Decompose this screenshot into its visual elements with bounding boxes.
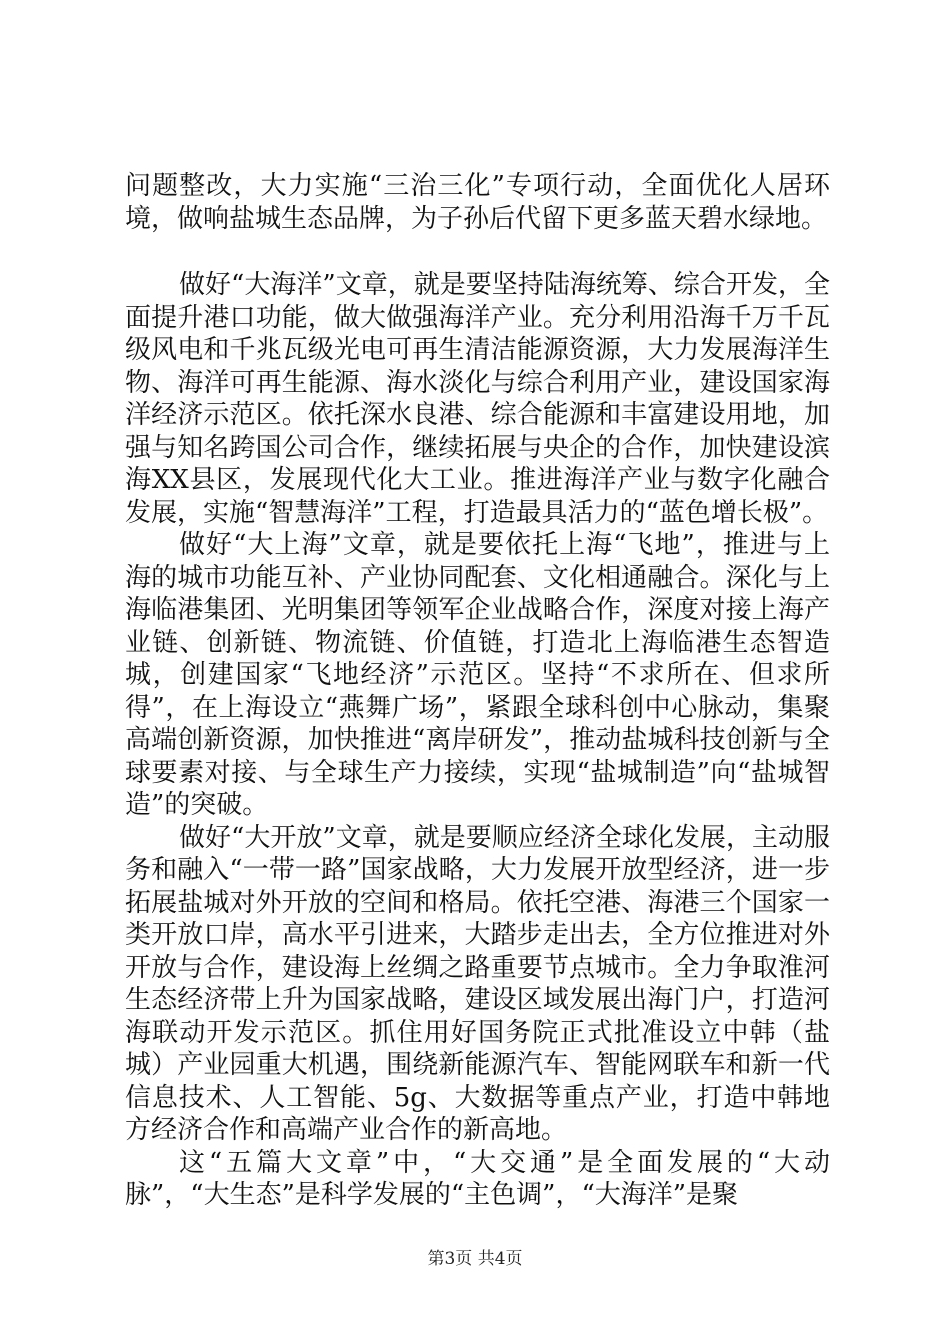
paragraph-2: 做好“大海洋”文章，就是要坚持陆海统筹、综合开发，全面提升港口功能，做大做强海洋产业。充分利用沿海千万千瓦级风电和千兆瓦级光电可再生清洁能源资源，大力发展海洋生物、海洋可再生能源、海水淡化与综合利用产业，建设国家海洋经济示范区。依托深水良港、综合能源和丰富建设用地，加强与知名跨国公司合作，继续拓展与央企的合作，加快建设滨海XX县区，发展现代化大工业。推进海洋产业与数字化融合发展，实施“智慧海洋”工程，打造最具活力的“蓝色增长极”。	[125, 270, 830, 528]
page-footer: 第3页 共4页	[427, 1249, 523, 1269]
paragraph-gap	[125, 235, 830, 269]
paragraph-5: 这“五篇大文章”中，“大交通”是全面发展的“大动脉”，“大生态”是科学发展的“主色调”，“大海洋”是聚	[125, 1147, 830, 1210]
paragraph-3: 做好“大上海”文章，就是要依托上海“飞地”，推进与上海的城市功能互补、产业协同配套、文化相通融合。深化与上海临港集团、光明集团等领军企业战略合作，深度对接上海产业链、创新链、物流链、价值链，打造北上海临港生态智造城，创建国家“飞地经济”示范区。坚持“不求所在、但求所得”，在上海设立“燕舞广场”，紧跟全球科创中心脉动，集聚高端创新资源，加快推进“离岸研发”，推动盐城科技创新与全球要素对接、与全球生产力接续，实现“盐城制造”向“盐城智造”的突破。	[125, 530, 830, 820]
paragraph-4: 做好“大开放”文章，就是要顺应经济全球化发展，主动服务和融入“一带一路”国家战略，大力发展开放型经济，进一步拓展盐城对外开放的空间和格局。依托空港、海港三个国家一类开放口岸，高水平引进来，大踏步走出去，全方位推进对外开放与合作，建设海上丝绸之路重要节点城市。全力争取淮河生态经济带上升为国家战略，建设区域发展出海门户，打造河海联动开发示范区。抓住用好国务院正式批准设立中韩（盐城）产业园重大机遇，围绕新能源汽车、智能网联车和新一代信息技术、人工智能、5g、大数据等重点产业，打造中韩地方经济合作和高端产业合作的新高地。	[125, 822, 830, 1145]
document-body	[125, 170, 830, 1212]
paragraph-1: 问题整改，大力实施“三治三化”专项行动，全面优化人居环境，做响盐城生态品牌，为子孙后代留下更多蓝天碧水绿地。	[125, 171, 830, 234]
